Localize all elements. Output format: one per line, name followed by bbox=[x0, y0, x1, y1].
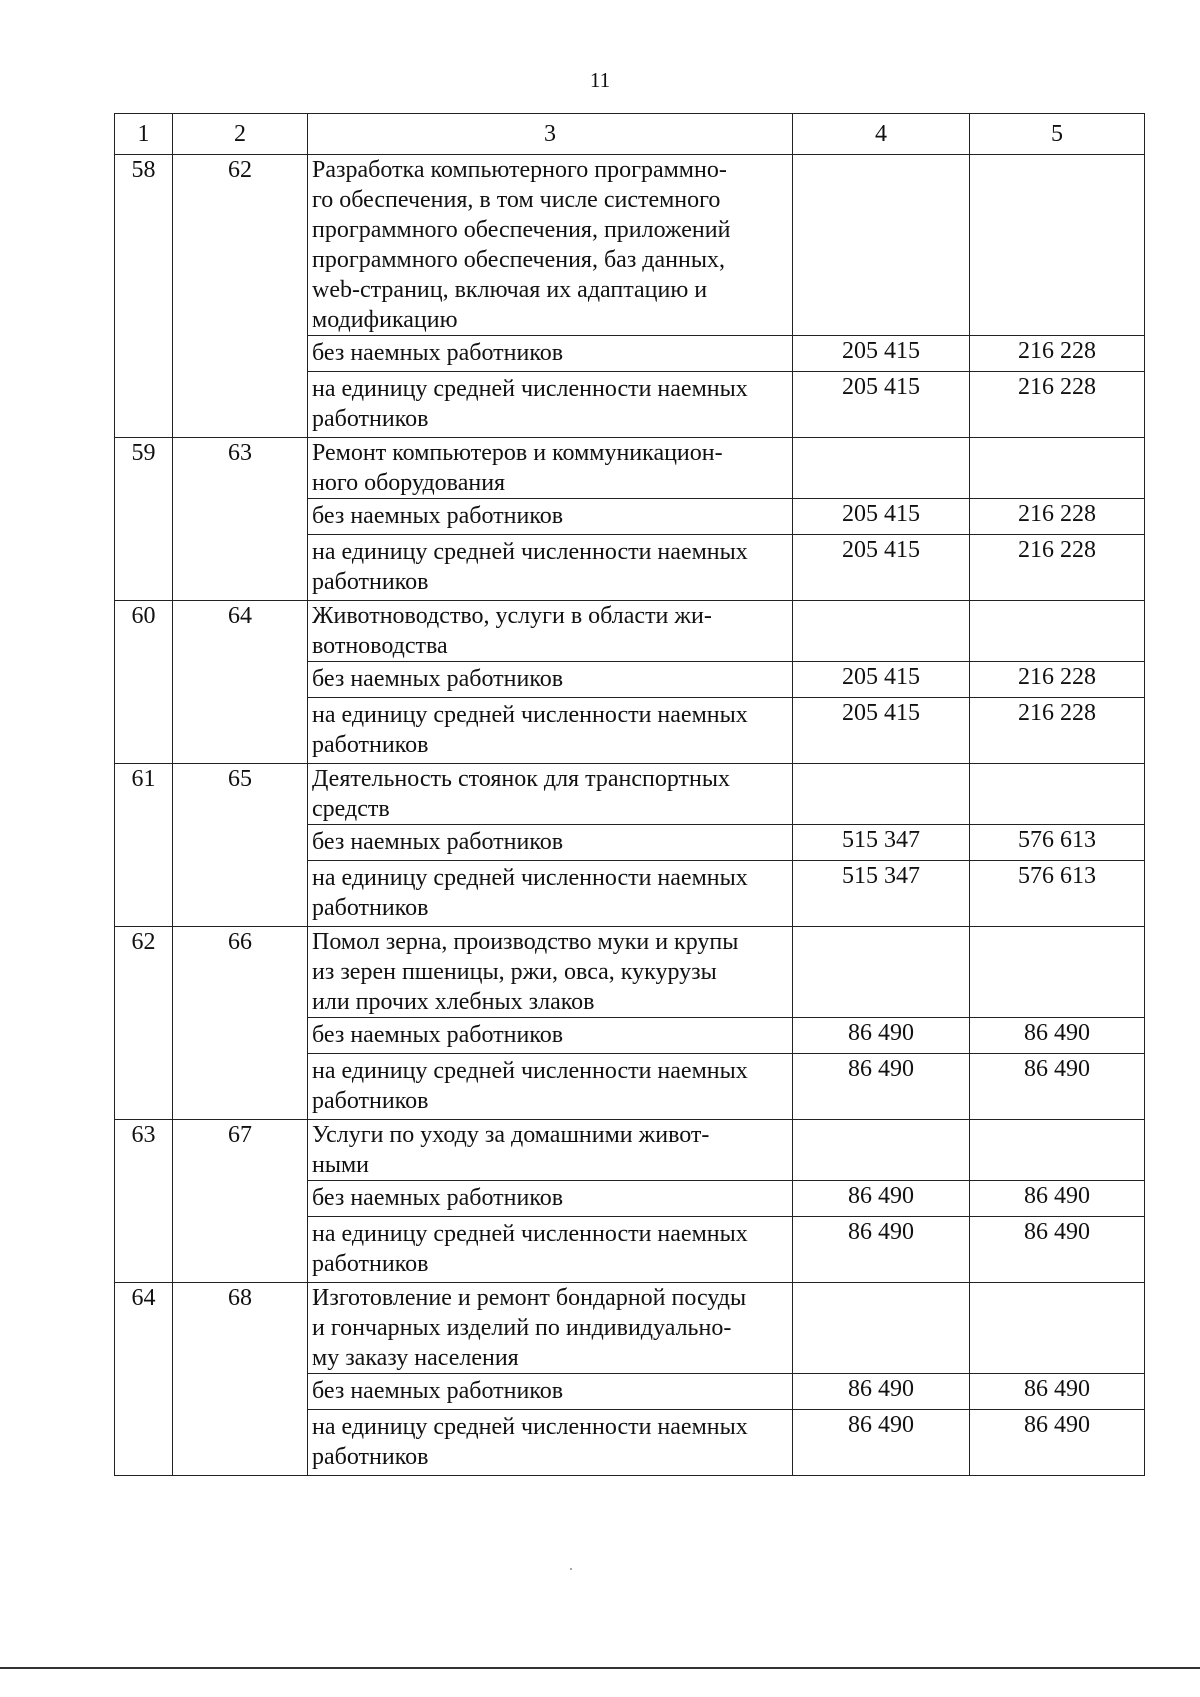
cell-col1: 59 bbox=[115, 438, 173, 601]
cell-col5-empty bbox=[970, 927, 1145, 1018]
title-line: го обеспечения, в том числе системного bbox=[312, 187, 721, 213]
table-body bbox=[115, 155, 1145, 1476]
bottom-rule bbox=[0, 1667, 1200, 1669]
header-col-5: 5 bbox=[970, 114, 1145, 155]
title-line: или прочих хлебных злаков bbox=[312, 989, 595, 1015]
cell-value-col5: 86 490 bbox=[970, 1374, 1145, 1410]
cell-value-col5: 216 228 bbox=[970, 662, 1145, 698]
cell-col2: 66 bbox=[173, 927, 308, 1120]
cell-activity-title bbox=[308, 927, 793, 1018]
cell-col4-empty bbox=[793, 1120, 970, 1181]
cell-col5-empty bbox=[970, 601, 1145, 662]
cell-row-label: на единицу средней численности наемных работников bbox=[308, 1054, 793, 1120]
scan-speck bbox=[570, 1568, 572, 1570]
cell-col1: 58 bbox=[115, 155, 173, 438]
cell-row-label: без наемных работников bbox=[308, 499, 793, 535]
title-line: ными bbox=[312, 1152, 369, 1178]
cell-col1: 64 bbox=[115, 1283, 173, 1476]
cell-col2: 62 bbox=[173, 155, 308, 438]
title-line: модификацию bbox=[312, 307, 458, 333]
cell-value-col4: 86 490 bbox=[793, 1181, 970, 1217]
data-table bbox=[114, 113, 1145, 1476]
cell-value-col4: 86 490 bbox=[793, 1018, 970, 1054]
cell-col4-empty bbox=[793, 1283, 970, 1374]
cell-row-label: без наемных работников bbox=[308, 1018, 793, 1054]
cell-value-col4: 205 415 bbox=[793, 535, 970, 601]
table-row-title bbox=[115, 1120, 1145, 1181]
cell-value-col4: 205 415 bbox=[793, 698, 970, 764]
cell-col5-empty bbox=[970, 1120, 1145, 1181]
cell-col2: 68 bbox=[173, 1283, 308, 1476]
cell-value-col5: 86 490 bbox=[970, 1217, 1145, 1283]
title-line: и гончарных изделий по индивидуально- bbox=[312, 1315, 732, 1341]
header-col-1: 1 bbox=[115, 114, 173, 155]
cell-value-col4: 86 490 bbox=[793, 1374, 970, 1410]
title-line: Помол зерна, производство муки и крупы bbox=[312, 929, 739, 955]
cell-col4-empty bbox=[793, 601, 970, 662]
table-row-title bbox=[115, 438, 1145, 499]
title-line: программного обеспечения, баз данных, bbox=[312, 247, 725, 273]
cell-value-col5: 576 613 bbox=[970, 861, 1145, 927]
cell-value-col5: 86 490 bbox=[970, 1018, 1145, 1054]
table-row-title bbox=[115, 764, 1145, 825]
cell-value-col4: 86 490 bbox=[793, 1410, 970, 1476]
title-line: Ремонт компьютеров и коммуникацион- bbox=[312, 440, 723, 466]
table-row-title bbox=[115, 1283, 1145, 1374]
cell-col2: 63 bbox=[173, 438, 308, 601]
cell-col4-empty bbox=[793, 927, 970, 1018]
cell-value-col4: 205 415 bbox=[793, 372, 970, 438]
cell-value-col4: 86 490 bbox=[793, 1217, 970, 1283]
cell-col1: 61 bbox=[115, 764, 173, 927]
cell-col4-empty bbox=[793, 764, 970, 825]
cell-col1: 63 bbox=[115, 1120, 173, 1283]
cell-row-label: без наемных работников bbox=[308, 662, 793, 698]
title-line: из зерен пшеницы, ржи, овса, кукурузы bbox=[312, 959, 717, 985]
title-line: вотноводства bbox=[312, 633, 448, 659]
cell-col2: 67 bbox=[173, 1120, 308, 1283]
title-line: му заказу населения bbox=[312, 1345, 519, 1371]
cell-value-col5: 576 613 bbox=[970, 825, 1145, 861]
cell-row-label: без наемных работников bbox=[308, 336, 793, 372]
cell-row-label: на единицу средней численности наемных работников bbox=[308, 861, 793, 927]
cell-col1: 60 bbox=[115, 601, 173, 764]
title-line: ного оборудования bbox=[312, 470, 506, 496]
cell-value-col5: 86 490 bbox=[970, 1181, 1145, 1217]
cell-row-label: без наемных работников bbox=[308, 1374, 793, 1410]
cell-row-label: на единицу средней численности наемных работников bbox=[308, 535, 793, 601]
cell-value-col4: 205 415 bbox=[793, 499, 970, 535]
cell-value-col4: 205 415 bbox=[793, 336, 970, 372]
header-col-4: 4 bbox=[793, 114, 970, 155]
title-line: средств bbox=[312, 796, 390, 822]
cell-row-label: на единицу средней численности наемных работников bbox=[308, 698, 793, 764]
cell-col5-empty bbox=[970, 1283, 1145, 1374]
title-line: web-страниц, включая их адаптацию и bbox=[312, 277, 708, 303]
cell-col1: 62 bbox=[115, 927, 173, 1120]
title-line: Животноводство, услуги в области жи- bbox=[312, 603, 712, 629]
cell-row-label: на единицу средней численности наемных работников bbox=[308, 1217, 793, 1283]
cell-activity-title bbox=[308, 1120, 793, 1181]
title-line: программного обеспечения, приложений bbox=[312, 217, 731, 243]
title-line: Услуги по уходу за домашними живот- bbox=[312, 1122, 710, 1148]
cell-value-col5: 216 228 bbox=[970, 336, 1145, 372]
cell-value-col5: 86 490 bbox=[970, 1410, 1145, 1476]
cell-value-col5: 216 228 bbox=[970, 535, 1145, 601]
cell-value-col4: 515 347 bbox=[793, 825, 970, 861]
cell-activity-title bbox=[308, 601, 793, 662]
cell-row-label: на единицу средней численности наемных работников bbox=[308, 372, 793, 438]
cell-value-col5: 216 228 bbox=[970, 499, 1145, 535]
header-col-2: 2 bbox=[173, 114, 308, 155]
cell-activity-title bbox=[308, 764, 793, 825]
cell-row-label: на единицу средней численности наемных работников bbox=[308, 1410, 793, 1476]
title-line: Деятельность стоянок для транспортных bbox=[312, 766, 730, 792]
table-row-title bbox=[115, 927, 1145, 1018]
cell-value-col5: 216 228 bbox=[970, 698, 1145, 764]
cell-value-col5: 216 228 bbox=[970, 372, 1145, 438]
cell-col2: 64 bbox=[173, 601, 308, 764]
header-row bbox=[115, 114, 1145, 155]
cell-col5-empty bbox=[970, 438, 1145, 499]
table-row-title bbox=[115, 601, 1145, 662]
cell-value-col4: 515 347 bbox=[793, 861, 970, 927]
cell-row-label: без наемных работников bbox=[308, 825, 793, 861]
cell-col4-empty bbox=[793, 438, 970, 499]
table-row-title bbox=[115, 155, 1145, 336]
cell-value-col5: 86 490 bbox=[970, 1054, 1145, 1120]
cell-activity-title bbox=[308, 1283, 793, 1374]
cell-col2: 65 bbox=[173, 764, 308, 927]
page-number: 11 bbox=[589, 68, 611, 92]
cell-row-label: без наемных работников bbox=[308, 1181, 793, 1217]
header-col-3: 3 bbox=[308, 114, 793, 155]
title-line: Разработка компьютерного программно- bbox=[312, 157, 727, 183]
title-line: Изготовление и ремонт бондарной посуды bbox=[312, 1285, 747, 1311]
cell-value-col4: 86 490 bbox=[793, 1054, 970, 1120]
cell-activity-title bbox=[308, 155, 793, 336]
cell-col4-empty bbox=[793, 155, 970, 336]
cell-activity-title bbox=[308, 438, 793, 499]
cell-col5-empty bbox=[970, 764, 1145, 825]
cell-value-col4: 205 415 bbox=[793, 662, 970, 698]
cell-col5-empty bbox=[970, 155, 1145, 336]
